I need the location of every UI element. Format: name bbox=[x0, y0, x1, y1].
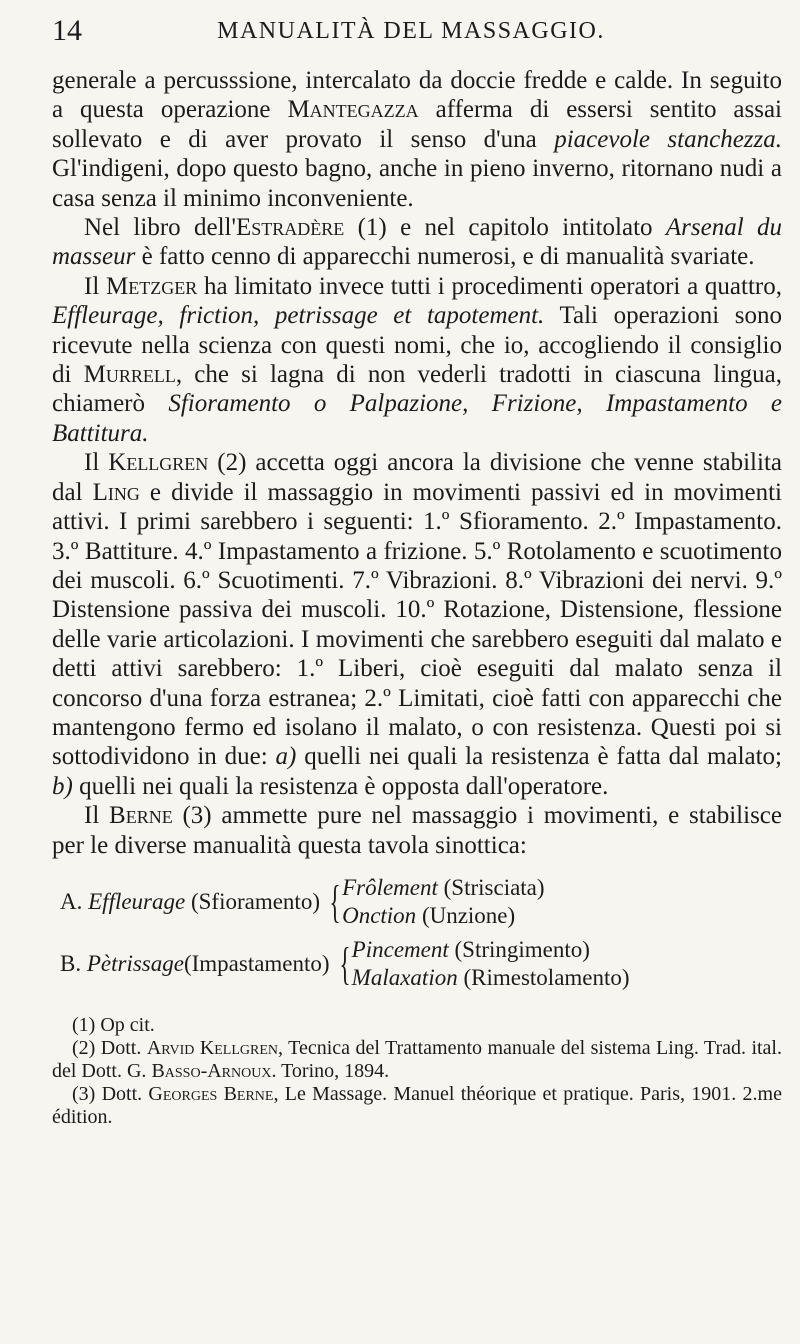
running-head bbox=[52, 14, 770, 54]
row-letter: B. bbox=[60, 950, 82, 976]
text-run: (2) accetta oggi ancora la divisione che venne stabilita dal bbox=[52, 449, 782, 506]
italian-terms: Sfioramento o Palpazione, Frizione, Impastamento e Battitura. bbox=[52, 390, 782, 447]
author-name: Estradère bbox=[235, 214, 345, 242]
technique-translation: (Sfioramento) bbox=[190, 888, 320, 914]
french-terms: Effleurage, friction, petrissage et tapotement. bbox=[52, 302, 545, 330]
text-run: afferma di essersi sentito assai sollevato e di aver provato il senso d'una bbox=[52, 96, 782, 153]
author-name: Mantegazza bbox=[287, 96, 419, 124]
text-run: generale a percusssione, intercalato da doccie fredde e calde. In seguito a questa operazione bbox=[52, 67, 782, 124]
footnote-2 bbox=[52, 1037, 782, 1083]
text-run: , Le Massage. Manuel théorique et pratique. Paris, 1901. 2.me édition. bbox=[52, 1082, 782, 1128]
chapter-title: Arsenal du masseur bbox=[52, 214, 782, 271]
synoptic-item bbox=[352, 964, 630, 992]
author-name: Arvid Kellgren bbox=[146, 1036, 279, 1059]
technique-term: Pètrissage bbox=[86, 950, 184, 976]
paragraph-5 bbox=[52, 801, 782, 860]
footnotes bbox=[52, 1014, 782, 1129]
author-name: Kellgren bbox=[108, 449, 209, 477]
text-run: (2) Dott. bbox=[72, 1036, 147, 1059]
author-name: Berne bbox=[109, 802, 173, 830]
technique-term: Effleurage bbox=[88, 888, 186, 914]
synoptic-row-a bbox=[52, 874, 782, 930]
brace-icon: { bbox=[339, 937, 351, 989]
text-run: quelli nei quali la resistenza è fatta dal malato; bbox=[296, 743, 783, 771]
text-run: quelli nei quali la resistenza è opposta dall'operatore. bbox=[72, 772, 609, 800]
paragraph-2 bbox=[52, 213, 782, 272]
text-run: , Tecnica del Trattamento manuale del sistema Ling. Trad. ital. del Dott. G. bbox=[52, 1036, 782, 1082]
synoptic-item bbox=[352, 936, 630, 964]
text-run: (1) e nel capitolo intitolato bbox=[344, 214, 666, 242]
item-translation: (Unzione) bbox=[421, 902, 516, 928]
paragraph-3 bbox=[52, 272, 782, 448]
brace-icon: { bbox=[329, 875, 341, 927]
text-run: Il bbox=[84, 449, 109, 477]
item-translation: (Rimestolamento) bbox=[463, 964, 630, 990]
list-label: b) bbox=[52, 772, 73, 800]
list-label: a) bbox=[275, 743, 297, 771]
synoptic-items bbox=[352, 936, 630, 992]
row-letter: A. bbox=[60, 888, 83, 914]
paragraph-1 bbox=[52, 66, 782, 213]
author-name: Ling bbox=[92, 478, 140, 506]
text-run: . Torino, 1894. bbox=[271, 1059, 390, 1082]
synoptic-items bbox=[342, 874, 544, 930]
item-term: Malaxation bbox=[351, 964, 458, 990]
synoptic-table bbox=[52, 874, 782, 992]
running-title: MANUALITÀ DEL MASSAGGIO. bbox=[217, 18, 605, 44]
item-translation: (Strisciata) bbox=[443, 874, 545, 900]
item-term: Pincement bbox=[351, 936, 449, 962]
emphasis: piacevole stanchezza. bbox=[554, 125, 783, 153]
footnote-3 bbox=[52, 1083, 782, 1129]
text-run: (3) ammette pure nel massaggio i movimenti, e stabilisce per le diverse manualità questa tavola sinottica: bbox=[52, 802, 782, 859]
synoptic-item bbox=[342, 902, 544, 930]
author-name: Metzger bbox=[106, 272, 198, 300]
item-term: Onction bbox=[342, 902, 417, 928]
main-text bbox=[52, 66, 782, 1129]
text-run: Gl'indigeni, dopo questo bagno, anche in pieno inverno, ritornano nudi a casa senza il minimo inconveniente. bbox=[52, 155, 782, 212]
text-run: Tali operazioni sono ricevute nella scienza con questi nomi, che io, accogliendo il consiglio di bbox=[52, 302, 782, 389]
synoptic-row-b bbox=[52, 936, 782, 992]
text-run: , che si lagna di non vederli tradotti in ciascuna lingua, chiamerò bbox=[52, 361, 782, 418]
synoptic-heading bbox=[52, 888, 326, 916]
author-name: Georges Berne bbox=[148, 1082, 274, 1105]
synoptic-heading bbox=[52, 950, 336, 978]
synoptic-item bbox=[342, 874, 544, 902]
item-term: Frôlement bbox=[342, 874, 438, 900]
page-number: 14 bbox=[52, 14, 82, 47]
text-run: Il bbox=[84, 802, 110, 830]
text-run: è fatto cenno di apparecchi numerosi, e di manualità svariate. bbox=[135, 243, 755, 271]
translator-name: Basso-Arnoux bbox=[151, 1059, 272, 1082]
text-run: (3) Dott. bbox=[72, 1082, 149, 1105]
text-run: Nel libro dell' bbox=[84, 214, 236, 242]
item-translation: (Stringimento) bbox=[454, 936, 590, 962]
author-name: Murrell bbox=[83, 361, 176, 389]
text-run: ha limitato invece tutti i procedimenti operatori a quattro, bbox=[197, 272, 782, 300]
text-run: e divide il massaggio in movimenti passivi ed in movimenti attivi. I primi sarebbero i seguenti: 1.º Sfioramento. 2.º Impastamento. 3.º Battiture. 4.º Impastamento a frizione. 5.º Rotolamento e scuotimento dei muscoli. 6.º Scuotimenti. 7.º Vibrazioni. 8.º Vibrazioni dei nervi. 9.º Distensione passiva dei muscoli. 10.º Rotazione, Distensione, flessione delle varie articolazioni. I movimenti che sarebbero eseguiti dal malato e detti attivi sarebbero: 1.º Liberi, cioè eseguiti dal malato senza il concorso d'una forza estranea; 2.º Limitati, cioè fatti con apparecchi che mantengono fermo ed isolano il malato, o con resistenza. Questi poi si sottodividono in due: bbox=[52, 478, 783, 771]
technique-translation: (Impastamento) bbox=[183, 950, 330, 976]
text-run: Il bbox=[84, 272, 107, 300]
paragraph-4 bbox=[52, 448, 782, 801]
footnote-1: (1) Op cit. bbox=[72, 1013, 155, 1036]
